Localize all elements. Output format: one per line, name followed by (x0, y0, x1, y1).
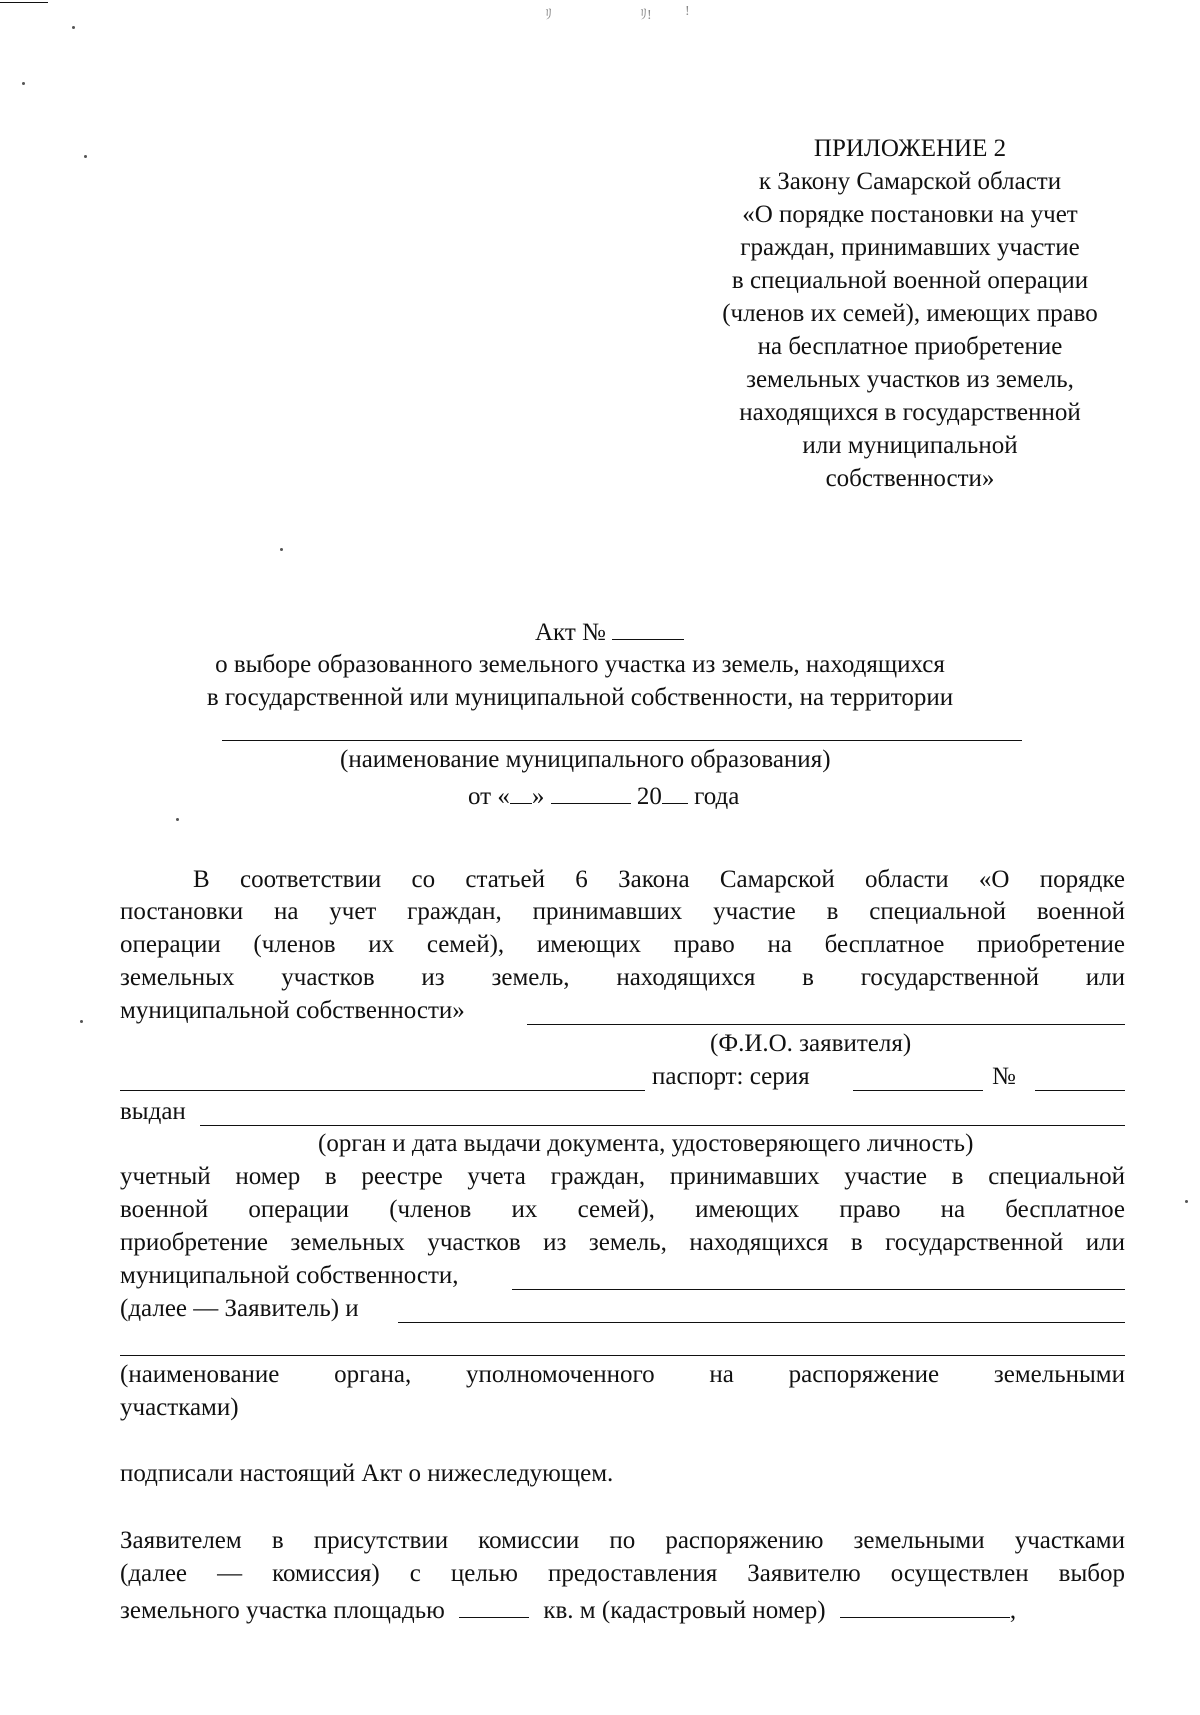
authority-blank-2[interactable] (120, 1355, 1125, 1356)
scan-speck: ﾘ (545, 8, 552, 23)
passport-number-label: № (992, 1063, 1016, 1090)
area-line (120, 1593, 1016, 1625)
issuer-caption: (орган и дата выдачи документа, удостоверяющего личность) (318, 1130, 974, 1157)
act-title-line: о выборе образованного земельного участка из земель, находящихся (215, 651, 945, 678)
appendix-line: на бесплатное приобретение (757, 333, 1063, 360)
authority-blank[interactable] (398, 1322, 1125, 1323)
scan-edge-mark (0, 2, 48, 3)
authority-caption: (наименование органа, уполномоченного на распоряжение земельными (120, 1361, 1125, 1388)
area-prefix: земельного участка площадью (120, 1597, 445, 1624)
appendix-line: собственности» (825, 465, 995, 492)
appendix-line: (членов их семей), имеющих право (722, 300, 1098, 327)
scan-dot (176, 818, 179, 821)
intro-line: постановки на учет граждан, принимавших участие в специальной военной (120, 898, 1125, 925)
scan-dot (280, 548, 283, 551)
appendix-line: граждан, принимавших участие (740, 234, 1080, 261)
appendix-header (650, 132, 1170, 495)
registry-line: учетный номер в реестре учета граждан, принимавших участие в специальной (120, 1163, 1125, 1190)
scan-speck: ! (685, 4, 690, 19)
date-month-blank[interactable] (551, 779, 631, 804)
area-end: , (1009, 1597, 1017, 1624)
scan-dot (80, 1020, 83, 1023)
signed-text: подписали настоящий Акт о нижеследующем. (120, 1460, 614, 1487)
intro-line: операции (членов их семей), имеющих право на бесплатное приобретение (120, 931, 1125, 958)
issued-label: выдан (120, 1098, 186, 1125)
scan-speck: ﾘ! (640, 8, 652, 23)
date-suffix: года (694, 783, 740, 810)
applicant-caption: (Ф.И.О. заявителя) (710, 1030, 912, 1057)
selection-line: Заявителем в присутствии комиссии по распоряжению земельными участками (120, 1527, 1125, 1554)
appendix-line: ПРИЛОЖЕНИЕ 2 (813, 135, 1007, 162)
registry-line: военной операции (членов их семей), имеющих право на бесплатное (120, 1196, 1125, 1223)
intro-line: земельных участков из земель, находящихся в государственной или (120, 964, 1125, 991)
act-number-blank[interactable] (612, 615, 684, 640)
date-day-blank[interactable] (510, 779, 532, 804)
date-prefix: от « (468, 783, 510, 810)
act-number-label: Акт № (535, 619, 606, 646)
appendix-line: к Закону Самарской области (758, 168, 1062, 195)
scan-dot (1185, 1200, 1188, 1203)
appendix-line: «О порядке постановки на учет (742, 201, 1078, 228)
cadastral-number-blank[interactable] (840, 1593, 1010, 1618)
appendix-line: земельных участков из земель, (746, 366, 1074, 393)
applicant-extra-blank[interactable] (120, 1090, 645, 1091)
scan-dot (84, 155, 87, 158)
intro-line: В соответствии со статьей 6 Закона Самарской области «О порядке (193, 866, 1125, 893)
act-title-line: в государственной или муниципальной собственности, на территории (206, 684, 954, 711)
act-title (150, 648, 1010, 714)
appendix-line: или муниципальной (802, 432, 1018, 459)
authority-caption-2: участками) (120, 1394, 239, 1421)
appendix-line: находящихся в государственной (739, 399, 1081, 426)
area-blank[interactable] (459, 1593, 529, 1618)
applicant-name-blank[interactable] (527, 1024, 1125, 1025)
passport-series-blank[interactable] (853, 1090, 983, 1091)
municipality-blank[interactable] (222, 740, 1022, 741)
appendix-line: в специальной военной операции (731, 267, 1089, 294)
date-year-blank[interactable] (662, 779, 688, 804)
act-number (535, 615, 684, 647)
applicant-ref: (далее — Заявитель) и (120, 1295, 359, 1322)
registry-last: муниципальной собственности, (120, 1262, 459, 1289)
date-year-prefix: 20 (636, 783, 662, 810)
passport-series-label: паспорт: серия (652, 1063, 810, 1090)
registry-line: приобретение земельных участков из земель, находящихся в государственной или (120, 1229, 1125, 1256)
registry-number-blank[interactable] (512, 1289, 1125, 1290)
intro-last: муниципальной собственности» (120, 997, 465, 1024)
area-unit: кв. м (кадастровый номер) (543, 1597, 826, 1624)
issuer-blank[interactable] (200, 1125, 1125, 1126)
passport-number-blank[interactable] (1035, 1090, 1125, 1091)
date-mid: » (531, 783, 545, 810)
scan-dot (72, 26, 75, 29)
scan-dot (22, 82, 25, 85)
act-date (468, 779, 739, 811)
municipality-caption: (наименование муниципального образования) (340, 746, 831, 773)
selection-line: (далее — комиссия) с целью предоставления Заявителю осуществлен выбор (120, 1560, 1125, 1587)
